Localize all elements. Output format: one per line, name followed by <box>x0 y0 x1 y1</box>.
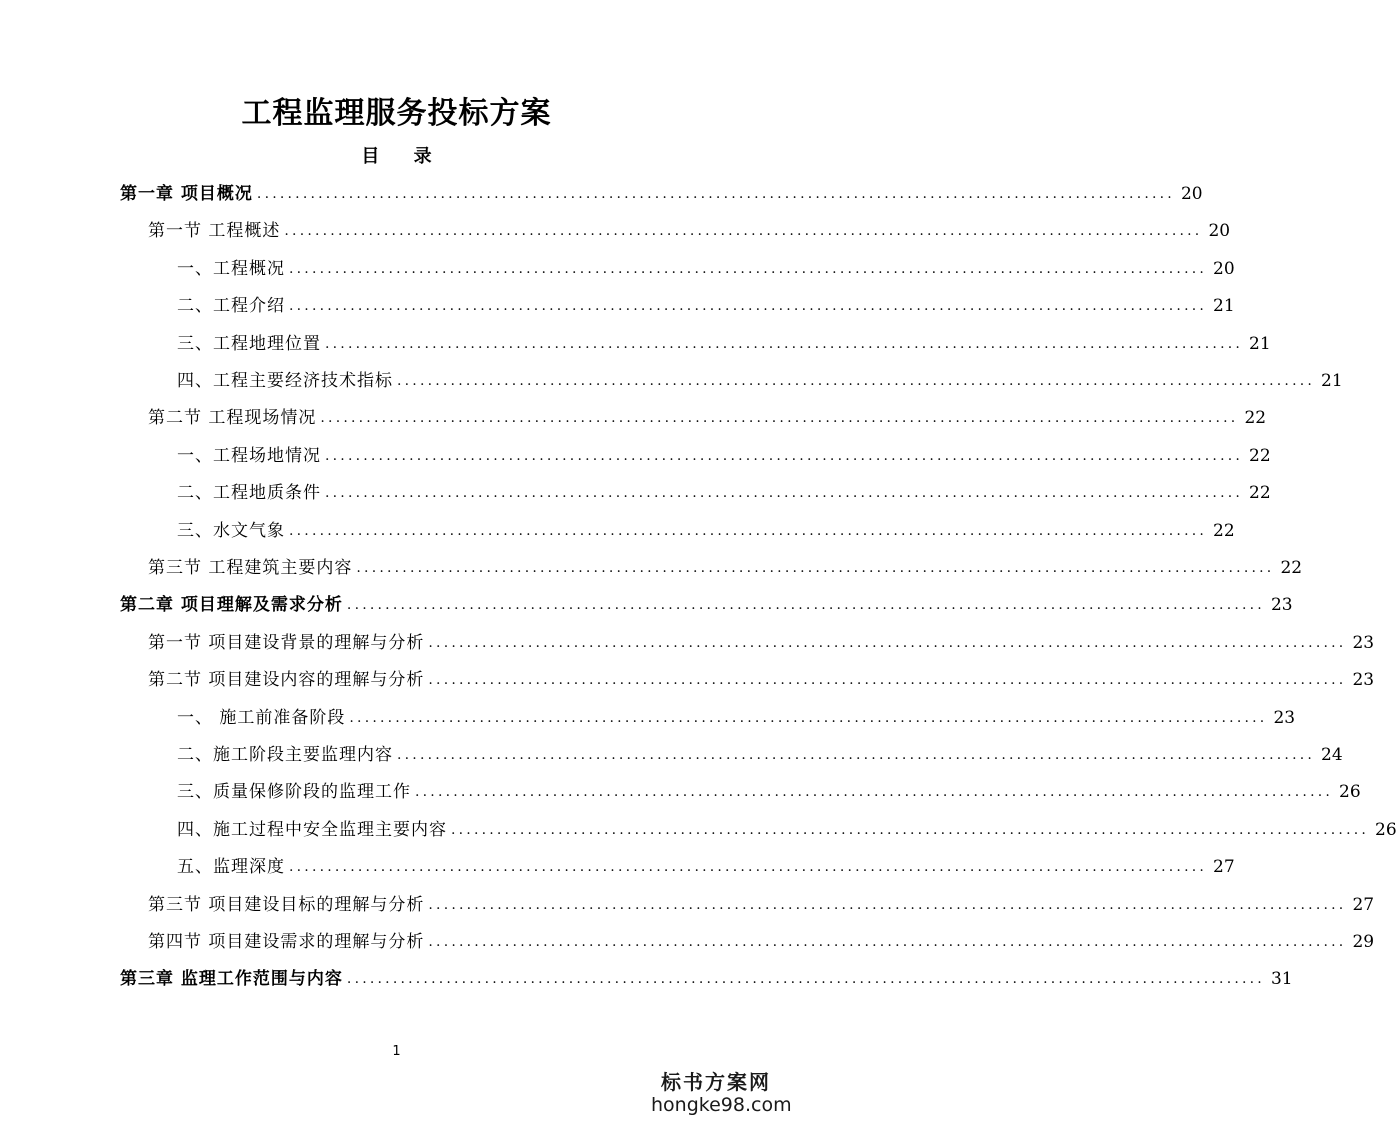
toc-entry-title: 第三章 监理工作范围与内容 <box>120 969 343 990</box>
toc-entry-title: 一、 施工前准备阶段 <box>177 707 346 728</box>
toc-dot-leader: ........................................................................................................................ <box>289 522 1208 539</box>
toc-entry-chapter[interactable] <box>120 587 1293 624</box>
toc-entry-item[interactable] <box>177 363 1343 400</box>
toc-entry-title: 第三节 工程建筑主要内容 <box>148 558 353 578</box>
toc-entry-page: 22 <box>1280 558 1303 578</box>
toc-entry-title: 五、监理深度 <box>177 857 285 878</box>
toc-entry-page: 23 <box>1273 707 1296 728</box>
toc-dot-leader: ........................................................................................................................ <box>289 298 1208 315</box>
toc-entry-section[interactable] <box>148 662 1375 699</box>
toc-entry-item[interactable] <box>177 812 1397 849</box>
toc-entry-section[interactable] <box>148 924 1375 961</box>
toc-dot-leader: ........................................................................................................................ <box>415 784 1334 801</box>
toc-entry-page: 22 <box>1249 483 1271 504</box>
toc-entry-page: 29 <box>1352 932 1375 952</box>
watermark-logo <box>651 1070 792 1116</box>
toc-entry-page: 22 <box>1213 520 1235 541</box>
toc-entry-item[interactable] <box>177 774 1361 811</box>
toc-entry-title: 第一章 项目概况 <box>120 184 253 204</box>
toc-dot-leader: ........................................................................................................................ <box>325 485 1244 502</box>
toc-entry-page: 31 <box>1270 969 1293 990</box>
toc-entry-page: 26 <box>1375 819 1397 840</box>
toc-entry-title: 一、工程场地情况 <box>177 445 321 466</box>
toc-entry-title: 第三节 项目建设目标的理解与分析 <box>148 894 425 915</box>
toc-dot-leader: ........................................................................................................................ <box>320 410 1239 427</box>
toc-entry-title: 三、工程地理位置 <box>177 333 321 354</box>
toc-entry-title: 二、施工阶段主要监理内容 <box>177 745 393 765</box>
toc-entry-item[interactable] <box>177 737 1343 774</box>
toc-dot-leader: ........................................................................................................................ <box>346 597 1265 614</box>
toc-entry-item[interactable] <box>177 700 1296 737</box>
toc-entry-page: 20 <box>1213 258 1235 279</box>
toc-dot-leader: ........................................................................................................................ <box>346 971 1265 988</box>
toc-entry-item[interactable] <box>177 475 1271 512</box>
toc-entry-page: 21 <box>1249 333 1271 354</box>
toc-dot-leader: ........................................................................................................................ <box>325 335 1244 352</box>
toc-dot-leader: ........................................................................................................................ <box>428 672 1347 689</box>
toc-dot-leader: ........................................................................................................................ <box>349 709 1268 726</box>
toc-dot-leader: ........................................................................................................................ <box>325 447 1244 464</box>
toc-dot-leader: ........................................................................................................................ <box>428 934 1347 950</box>
toc-dot-leader: ........................................................................................................................ <box>428 896 1347 913</box>
document-title: 工程监理服务投标方案 <box>241 96 552 131</box>
toc-entry-page: 23 <box>1270 595 1293 616</box>
toc-dot-leader: ........................................................................................................................ <box>289 859 1208 876</box>
toc-dot-leader: ........................................................................................................................ <box>397 373 1316 389</box>
toc-entry-page: 22 <box>1244 408 1267 429</box>
toc-entry-item[interactable] <box>177 513 1235 550</box>
toc-entry-section[interactable] <box>148 625 1375 662</box>
toc-entry-title: 第二节 工程现场情况 <box>148 408 317 429</box>
toc-entry-page: 20 <box>1180 184 1203 204</box>
toc-entry-title: 二、工程介绍 <box>177 296 285 317</box>
toc-entry-item[interactable] <box>177 251 1235 288</box>
toc-entry-page: 27 <box>1213 857 1235 878</box>
toc-dot-leader: ........................................................................................................................ <box>397 747 1316 763</box>
toc-entry-item[interactable] <box>177 326 1271 363</box>
page-number: 1 <box>392 1044 401 1059</box>
toc-entry-title: 四、工程主要经济技术指标 <box>177 371 393 391</box>
watermark-site-name: 标书方案网 <box>661 1070 771 1094</box>
toc-entry-title: 二、工程地质条件 <box>177 483 321 504</box>
toc-entry-item[interactable] <box>177 288 1235 325</box>
toc-entry-page: 27 <box>1352 894 1375 915</box>
toc-entry-chapter[interactable] <box>120 176 1203 213</box>
toc-entry-title: 一、工程概况 <box>177 258 285 279</box>
toc-dot-leader: ........................................................................................................................ <box>284 223 1203 240</box>
toc-heading: 目 录 <box>361 146 446 167</box>
watermark-url: hongke98.com <box>651 1094 792 1116</box>
toc-entry-chapter[interactable] <box>120 961 1293 998</box>
toc-entry-page: 21 <box>1213 296 1235 317</box>
toc-entry-title: 第四节 项目建设需求的理解与分析 <box>148 932 425 952</box>
toc-entry-title: 三、质量保修阶段的监理工作 <box>177 782 411 803</box>
toc-entry-section[interactable] <box>148 550 1303 587</box>
toc-entry-title: 第二章 项目理解及需求分析 <box>120 595 343 616</box>
toc-entry-title: 四、施工过程中安全监理主要内容 <box>177 819 447 840</box>
toc-dot-leader: ........................................................................................................................ <box>451 821 1370 838</box>
toc-dot-leader: ........................................................................................................................ <box>428 634 1347 651</box>
toc-entry-title: 第一节 工程概述 <box>148 221 281 242</box>
toc-entry-page: 23 <box>1352 670 1375 691</box>
toc-entry-page: 22 <box>1249 445 1271 466</box>
toc-dot-leader: ........................................................................................................................ <box>356 560 1275 576</box>
toc-entry-page: 24 <box>1321 745 1343 765</box>
toc-entry-page: 20 <box>1208 221 1231 242</box>
toc-entry-item[interactable] <box>177 438 1271 475</box>
toc-entry-page: 23 <box>1352 632 1375 653</box>
toc-entry-section[interactable] <box>148 887 1375 924</box>
toc-entry-section[interactable] <box>148 213 1231 250</box>
toc-entry-title: 第一节 项目建设背景的理解与分析 <box>148 632 425 653</box>
toc-entry-item[interactable] <box>177 849 1235 886</box>
toc-entry-title: 第二节 项目建设内容的理解与分析 <box>148 670 425 691</box>
toc-entry-section[interactable] <box>148 400 1267 437</box>
toc-dot-leader: ........................................................................................................................ <box>289 260 1208 277</box>
toc-entry-page: 21 <box>1321 371 1343 391</box>
toc-dot-leader: ........................................................................................................................ <box>256 186 1175 202</box>
toc-entry-page: 26 <box>1339 782 1361 803</box>
toc-entry-title: 三、水文气象 <box>177 520 285 541</box>
